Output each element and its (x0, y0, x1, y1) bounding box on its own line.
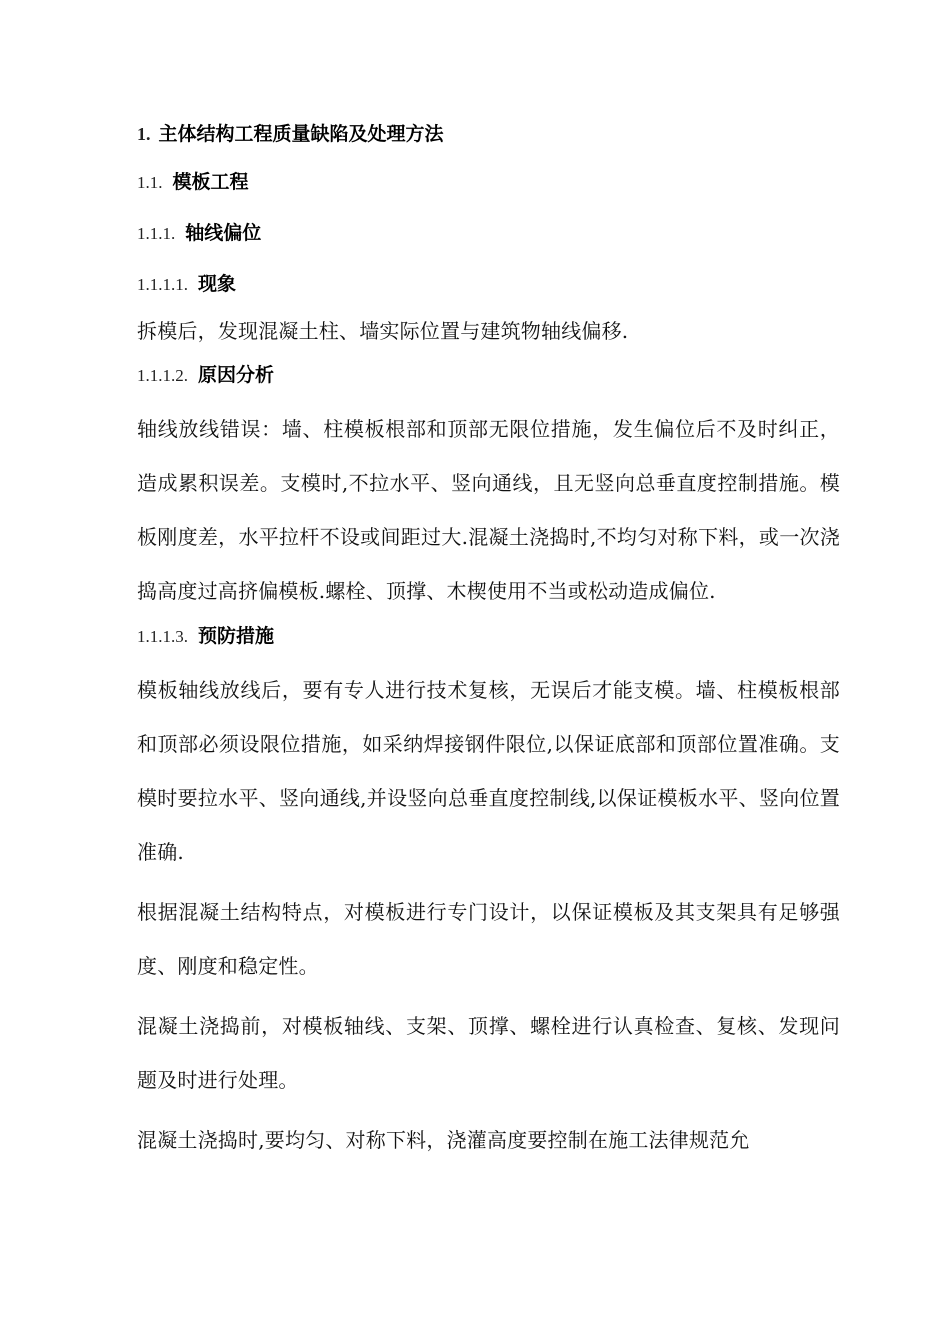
paragraph-prevention-4: 混凝土浇捣时,要均匀、对称下料，浇灌高度要控制在施工法律规范允 (137, 1128, 750, 1152)
section-heading-1-1-1-1 (137, 272, 840, 297)
section-title: 预防措施 (198, 625, 275, 647)
section-heading-1 (137, 122, 840, 146)
section-heading-1-1 (137, 170, 840, 195)
section-title: 轴线偏位 (185, 222, 262, 244)
section-number: 1.1.1.3. (137, 627, 188, 646)
section-number: 1.1.1.1. (137, 275, 188, 294)
section-number: 1.1.1. (137, 224, 176, 243)
section-number: 1.1.1.2. (137, 366, 188, 385)
paragraph-prevention-3: 混凝土浇捣前，对模板轴线、支架、顶撑、螺栓进行认真检查、复核、发现问题及时进行处理。 (137, 1014, 840, 1092)
section-heading-1-1-1-2 (137, 363, 840, 388)
paragraph-prevention-1: 模板轴线放线后，要有专人进行技术复核，无误后才能支模。墙、柱模板根部和顶部必须设限位措施，如采纳焊接钢件限位,以保证底部和顶部位置准确。支模时要拉水平、竖向通线,并设竖向总垂直度控制线,以保证模板水平、竖向位置准确. (137, 678, 840, 864)
section-title: 原因分析 (198, 364, 275, 386)
section-heading-1-1-1 (137, 221, 840, 246)
section-number: 1.1. (137, 173, 163, 192)
paragraph-cause-analysis: 轴线放线错误：墙、柱模板根部和顶部无限位措施，发生偏位后不及时纠正，造成累积误差。支模时,不拉水平、竖向通线，且无竖向总垂直度控制措施。模板刚度差，水平拉杆不设或间距过大.混凝土浇捣时,不均匀对称下料，或一次浇捣高度过高挤偏模板.螺栓、顶撑、木楔使用不当或松动造成偏位. (137, 417, 840, 603)
section-title: 模板工程 (172, 171, 249, 193)
paragraph-prevention-2: 根据混凝土结构特点，对模板进行专门设计，以保证模板及其支架具有足够强度、刚度和稳定性。 (137, 900, 840, 978)
paragraph-phenomenon: 拆模后，发现混凝土柱、墙实际位置与建筑物轴线偏移. (137, 319, 629, 343)
section-heading-1-1-1-3 (137, 624, 840, 649)
section-number: 1. (137, 124, 151, 144)
section-title: 主体结构工程质量缺陷及处理方法 (158, 123, 444, 145)
section-title: 现象 (198, 273, 237, 295)
